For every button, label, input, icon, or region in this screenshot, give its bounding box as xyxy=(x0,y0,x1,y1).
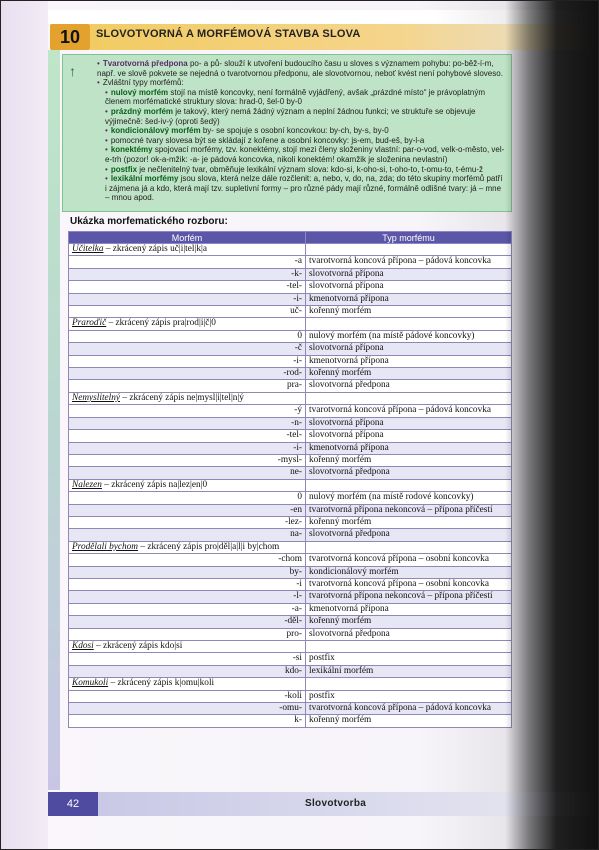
info-box xyxy=(62,54,512,212)
word-notation: – zkrácený zápis pro|děl|a|l|i by|chom xyxy=(138,541,280,552)
table-row xyxy=(69,616,512,628)
morpheme-cell: -k- xyxy=(69,268,306,280)
table-row xyxy=(69,268,512,280)
morpheme-cell: -i xyxy=(69,578,306,590)
morpheme-cell: 0 xyxy=(69,492,306,504)
table-row xyxy=(69,417,512,429)
morpheme-cell: ne- xyxy=(69,467,306,479)
word-empty-cell xyxy=(306,479,512,491)
table-row xyxy=(69,442,512,454)
info-item xyxy=(97,107,505,126)
info-text: po- a pů- slouží k utvoření budoucího času u sloves s významem pohybu: po-běž-í-m, např. ve slově pokvete se nejedná o tvarotvornou předponu, ale slovotvornou, neboť kvést není pohybové sloveso. xyxy=(97,59,503,78)
table-word-row xyxy=(69,392,512,404)
table-row xyxy=(69,653,512,665)
morpheme-type-cell: nulový morfém (na místě pádové koncovky) xyxy=(306,330,512,342)
info-text: jsou slova, která nelze dále rozčlenit: a, nebo, v, do, na, zda; do této skupiny morfémů patří i zájmena já a kdo, která mají tzv. supletivní formy – pro různé pády mají různé, formálně odlišné tvary: já – mne – mnou apod. xyxy=(105,174,503,203)
info-item xyxy=(97,59,505,78)
table-row xyxy=(69,715,512,727)
morpheme-cell: k- xyxy=(69,715,306,727)
table-row xyxy=(69,492,512,504)
morpheme-type-cell: kmenotvorná přípona xyxy=(306,293,512,305)
table-row xyxy=(69,628,512,640)
table-word-row xyxy=(69,641,512,653)
word-name: Kdosi xyxy=(72,641,94,651)
morpheme-cell: -ý xyxy=(69,405,306,417)
info-list xyxy=(87,59,505,203)
morpheme-type-cell: kořenný morfém xyxy=(306,454,512,466)
info-term: nulový morfém xyxy=(110,87,169,97)
table-row xyxy=(69,665,512,677)
table-row xyxy=(69,703,512,715)
info-text: Zvláštní typy morfémů: xyxy=(102,78,184,88)
table-row xyxy=(69,690,512,702)
word-empty-cell xyxy=(306,641,512,653)
table-row xyxy=(69,467,512,479)
info-term: prázdný morfém xyxy=(110,106,174,116)
info-text: by- se spojuje s osobní koncovkou: by-ch, by-s, by-0 xyxy=(202,126,389,136)
morpheme-cell: -tel- xyxy=(69,281,306,293)
morpheme-type-cell: slovotvorná přípona xyxy=(306,430,512,442)
morpheme-cell: -si xyxy=(69,653,306,665)
morpheme-cell: -i- xyxy=(69,355,306,367)
word-cell xyxy=(69,244,306,256)
info-item xyxy=(97,78,505,88)
header-morpheme: Morfém xyxy=(69,232,306,244)
table-row xyxy=(69,529,512,541)
morpheme-table xyxy=(68,231,512,728)
morpheme-cell: -n- xyxy=(69,417,306,429)
morpheme-cell: -l- xyxy=(69,591,306,603)
morpheme-type-cell: slovotvorná přípona xyxy=(306,268,512,280)
header-type: Typ morfému xyxy=(306,232,512,244)
word-notation: – zkrácený zápis ne|mysl|i|tel|n|ý xyxy=(120,392,244,403)
word-cell xyxy=(69,541,306,553)
morpheme-cell: kdo- xyxy=(69,665,306,677)
table-row xyxy=(69,454,512,466)
table-row xyxy=(69,306,512,318)
table-body xyxy=(69,244,512,728)
info-term: postfix xyxy=(110,164,138,174)
morpheme-cell: -č xyxy=(69,343,306,355)
morpheme-type-cell: postfix xyxy=(306,690,512,702)
table-row xyxy=(69,591,512,603)
morpheme-cell: -i- xyxy=(69,442,306,454)
morpheme-type-cell: kondicionálový morfém xyxy=(306,566,512,578)
table-row xyxy=(69,578,512,590)
word-name: Učitelka xyxy=(72,244,104,254)
morpheme-cell: -i- xyxy=(69,293,306,305)
word-notation: – zkrácený zápis k|omu|koli xyxy=(108,678,215,689)
up-arrow-icon: ↑ xyxy=(69,63,76,79)
table-row xyxy=(69,293,512,305)
word-name: Praroďič xyxy=(72,318,107,329)
morpheme-cell: na- xyxy=(69,529,306,541)
morpheme-type-cell: tvarotvorná přípona nekoncová – přípona příčestí xyxy=(306,504,512,516)
table-row xyxy=(69,566,512,578)
word-name: Prodělali bychom xyxy=(72,541,139,552)
morpheme-cell: -děl- xyxy=(69,616,306,628)
section-heading: Ukázka morfematického rozboru: xyxy=(70,216,228,227)
table-header-row xyxy=(69,232,512,244)
morpheme-cell: -en xyxy=(69,504,306,516)
table-word-row xyxy=(69,678,512,690)
morpheme-type-cell: tvarotvorná koncová přípona – pádová koncovka xyxy=(306,256,512,268)
footer-title: Slovotvorba xyxy=(305,798,367,809)
table-row xyxy=(69,504,512,516)
morpheme-cell: -rod- xyxy=(69,368,306,380)
word-empty-cell xyxy=(306,541,512,553)
table-row xyxy=(69,405,512,417)
morpheme-type-cell: kořenný morfém xyxy=(306,715,512,727)
info-item xyxy=(97,136,505,146)
info-term: lexikální morfémy xyxy=(110,174,179,184)
morpheme-type-cell: kmenotvorná přípona xyxy=(306,355,512,367)
morpheme-type-cell: kmenotvorná přípona xyxy=(306,603,512,615)
table-row xyxy=(69,281,512,293)
info-text: spojovací morfémy, tzv. konektémy, stojí mezi členy složeniny vlastní: par-o-vod, velk-o-město, vel-e-trh (pozor! ok-a-mžik: -a- je pádová koncovka, nikoli konektém! okamžik je složenina nevlastní) xyxy=(105,145,505,164)
page-gutter xyxy=(0,0,48,850)
word-empty-cell xyxy=(306,244,512,256)
info-text: je takový, který nemá žádný význam a neplní žádnou funkci; ve struktuře se objevuje výjimečně: šed-iv-ý (oproti šedý) xyxy=(105,106,476,126)
info-item xyxy=(97,174,505,203)
morpheme-cell: -koli xyxy=(69,690,306,702)
morpheme-type-cell: slovotvorná předpona xyxy=(306,628,512,640)
morpheme-cell: -tel- xyxy=(69,430,306,442)
word-empty-cell xyxy=(306,392,512,404)
morpheme-cell: 0 xyxy=(69,330,306,342)
morpheme-type-cell: tvarotvorná koncová přípona – pádová koncovka xyxy=(306,703,512,715)
morpheme-cell: pra- xyxy=(69,380,306,392)
info-item xyxy=(97,165,505,175)
word-notation: – zkrácený zápis kdo|si xyxy=(93,641,183,651)
morpheme-type-cell: kořenný morfém xyxy=(306,516,512,528)
table-word-row xyxy=(69,318,512,330)
table-row xyxy=(69,516,512,528)
morpheme-type-cell: slovotvorná předpona xyxy=(306,529,512,541)
morpheme-type-cell: kořenný morfém xyxy=(306,368,512,380)
table-row xyxy=(69,430,512,442)
word-cell xyxy=(69,678,306,690)
morpheme-type-cell: kořenný morfém xyxy=(306,616,512,628)
chapter-number: 10 xyxy=(50,24,90,50)
table-row xyxy=(69,368,512,380)
morpheme-type-cell: tvarotvorná koncová přípona – osobní koncovka xyxy=(306,578,512,590)
morpheme-cell: -a- xyxy=(69,603,306,615)
info-item xyxy=(97,88,505,107)
word-cell xyxy=(69,641,306,653)
word-cell xyxy=(69,318,306,330)
word-notation: – zkrácený zápis na|lez|en|0 xyxy=(101,479,208,490)
table-row xyxy=(69,380,512,392)
morpheme-cell: pro- xyxy=(69,628,306,640)
table-word-row xyxy=(69,541,512,553)
morpheme-type-cell: nulový morfém (na místě rodové koncovky) xyxy=(306,492,512,504)
morpheme-cell: -a xyxy=(69,256,306,268)
word-name: Nemyslitelný xyxy=(72,392,121,403)
morpheme-type-cell: lexikální morfém xyxy=(306,665,512,677)
table-row xyxy=(69,355,512,367)
info-text: pomocné tvary slovesa být se skládají z kořene a osobní koncovky: js-em, bud-eš, by-l-a xyxy=(110,135,425,145)
table-row xyxy=(69,256,512,268)
word-cell xyxy=(69,479,306,491)
page-number: 42 xyxy=(48,792,98,816)
side-color-strip xyxy=(48,50,60,790)
info-text: stojí na místě koncovky, není formálně vyjádřený, avšak „prázdné místo“ je právoplatným členem morfématické struktury slova: hrad-0, šel-0 by-0 xyxy=(105,87,486,107)
table-word-row xyxy=(69,479,512,491)
word-name: Komukoli xyxy=(72,678,109,689)
word-cell xyxy=(69,392,306,404)
info-item xyxy=(97,126,505,136)
chapter-title: SLOVOTVORNÁ A MORFÉMOVÁ STAVBA SLOVA xyxy=(96,28,361,40)
morpheme-cell: -chom xyxy=(69,554,306,566)
morpheme-type-cell: tvarotvorná koncová přípona – osobní koncovka xyxy=(306,554,512,566)
table-row xyxy=(69,343,512,355)
morpheme-type-cell: kmenotvorná přípona xyxy=(306,442,512,454)
info-item xyxy=(97,145,505,164)
morpheme-type-cell: slovotvorná přípona xyxy=(306,343,512,355)
table-word-row xyxy=(69,244,512,256)
word-empty-cell xyxy=(306,678,512,690)
morpheme-type-cell: slovotvorná předpona xyxy=(306,380,512,392)
morpheme-type-cell: tvarotvorná přípona nekoncová – přípona příčestí xyxy=(306,591,512,603)
info-text: je nečlenitelný tvar, obměňuje lexikální význam slova: kdo-si, k-oho-si, t-oho-to, t-omu-to, t-ému-ž xyxy=(139,164,483,174)
info-term: Tvarotvorná předpona xyxy=(102,59,188,68)
morpheme-type-cell: slovotvorná přípona xyxy=(306,281,512,293)
word-empty-cell xyxy=(306,318,512,330)
morpheme-type-cell: tvarotvorná koncová přípona – pádová koncovka xyxy=(306,405,512,417)
word-notation: – zkrácený zápis uč|i|tel|k|a xyxy=(103,244,207,254)
word-name: Nalezen xyxy=(72,479,102,490)
info-term: kondicionálový morfém xyxy=(110,126,201,136)
info-term: konektémy xyxy=(110,145,153,155)
morpheme-type-cell: slovotvorná předpona xyxy=(306,467,512,479)
morpheme-cell: -lez- xyxy=(69,516,306,528)
page-curl-shadow xyxy=(505,0,599,850)
morpheme-cell: uč- xyxy=(69,306,306,318)
morpheme-type-cell: postfix xyxy=(306,653,512,665)
morpheme-type-cell: slovotvorná přípona xyxy=(306,417,512,429)
morpheme-cell: by- xyxy=(69,566,306,578)
morpheme-cell: -mysl- xyxy=(69,454,306,466)
morpheme-table-wrap xyxy=(68,231,512,728)
table-row xyxy=(69,554,512,566)
word-notation: – zkrácený zápis pra|rod|i|č|0 xyxy=(106,318,216,329)
morpheme-type-cell: kořenný morfém xyxy=(306,306,512,318)
table-row xyxy=(69,330,512,342)
morpheme-cell: -omu- xyxy=(69,703,306,715)
table-row xyxy=(69,603,512,615)
